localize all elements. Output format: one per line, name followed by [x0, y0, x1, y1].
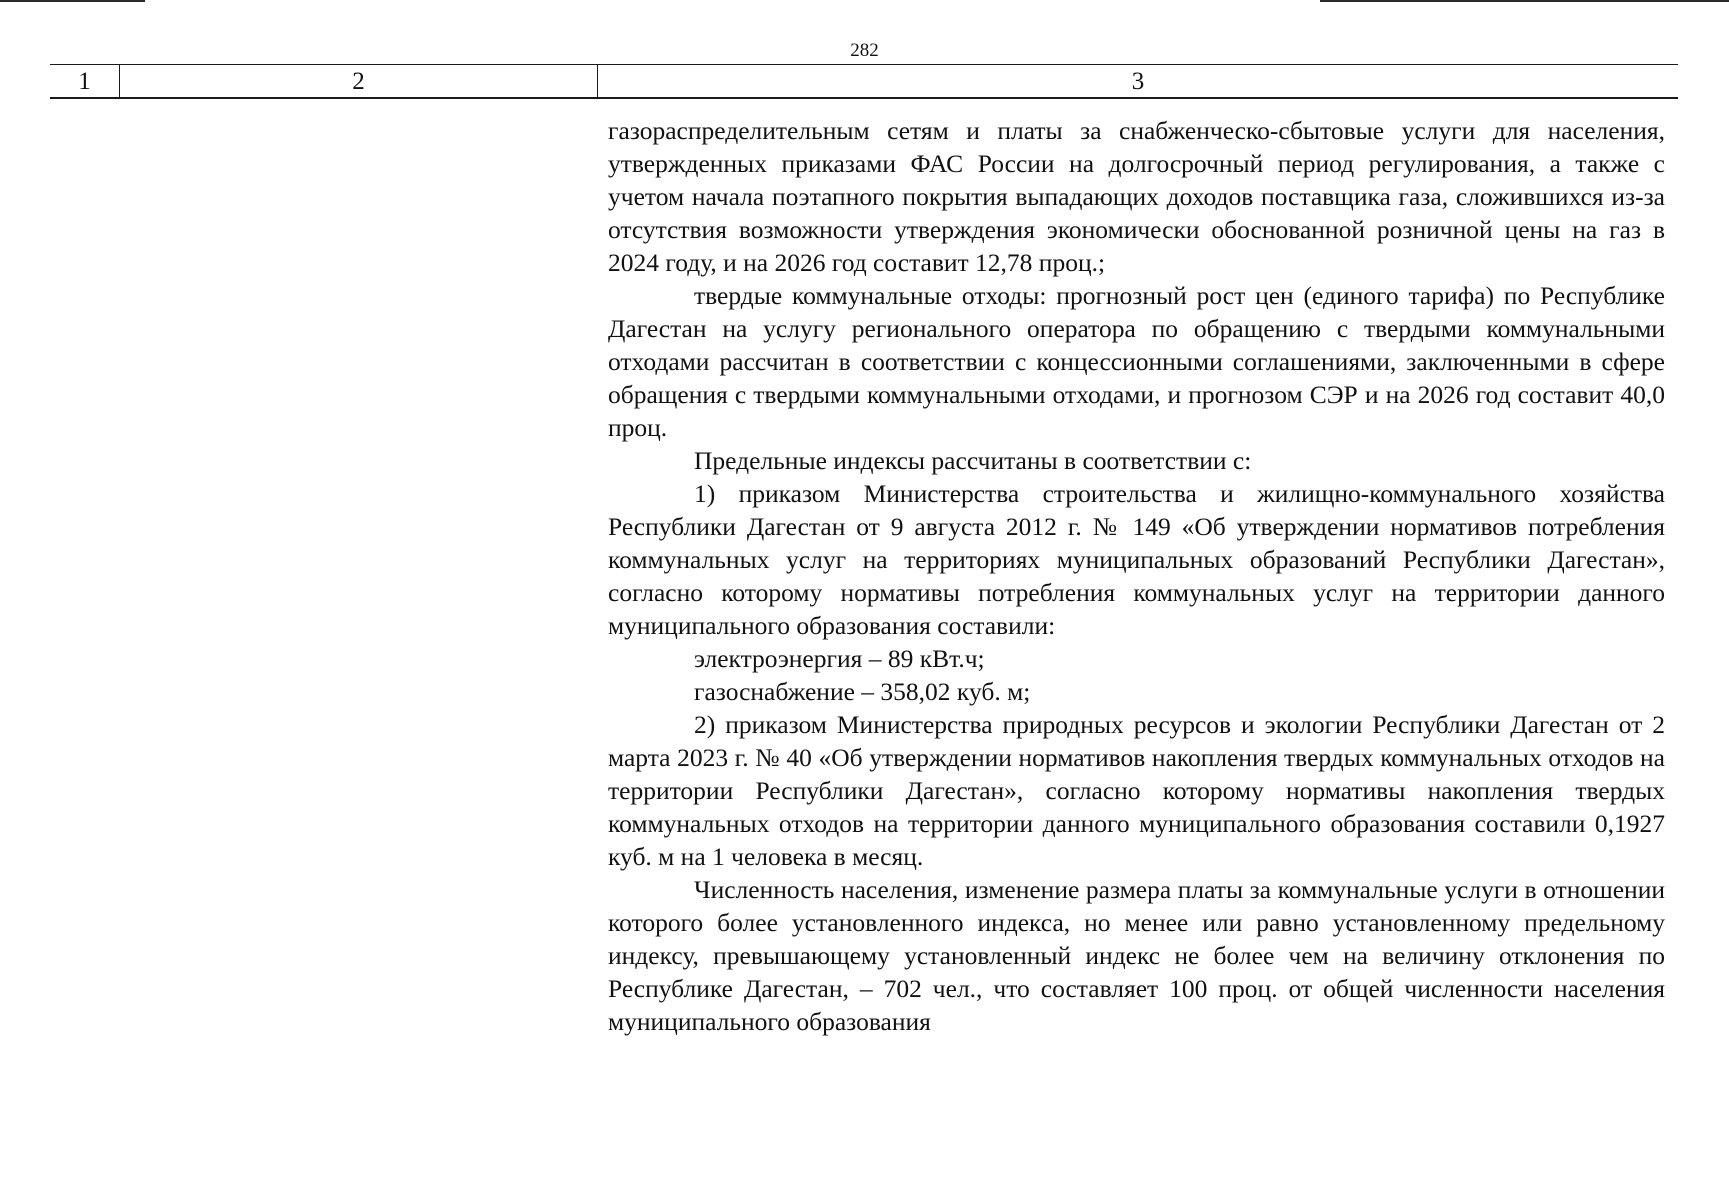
column-number-1: 1 [78, 68, 91, 95]
norm-gas-supply: газоснабжение – 358,02 куб. м; [694, 677, 1031, 706]
paragraph-gas-continuation: газораспределительным сетям и платы за снабженческо-сбытовые услуги для населения, утвержденных приказами ФАС России на долгосрочный период регулирования, а также с учетом начала поэтапного покрытия выпадающих доходов поставщика газа, сложившихся из-за отсутствия возможности утверждения экономически обоснованной розничной цены на газ в 2024 году, и на 2026 год составит 12,78 проц.; [608, 116, 1665, 277]
paragraph-order-1: 1) приказом Министерства строительства и жилищно-коммунального хозяйства Республики Дагестан от 9 августа 2012 г. № 149 «Об утверждении нормативов потребления коммунальных услуг на территориях муниципальных образований Республики Дагестан», согласно которому нормативы потребления коммунальных услуг на территории данного муниципального образования составили: [608, 479, 1665, 640]
table-header-top-rule [50, 64, 1678, 65]
table-header-bottom-rule [50, 97, 1678, 99]
paragraph-population: Численность населения, изменение размера платы за коммунальные услуги в отношении которого более установленного индекса, но менее или равно установленному предельному индексу, превышающему установленный индекс не более чем на величину отклонения по Республике Дагестан, – 702 чел., что составляет 100 проц. от общей численности населения муниципального образования [608, 875, 1665, 1036]
paragraph-solid-waste: твердые коммунальные отходы: прогнозный рост цен (единого тарифа) по Республике Дагестан на услугу регионального оператора по обращению с твердыми коммунальными отходами рассчитан в соответствии с концессионными соглашениями, заключенными в сфере обращения с твердыми коммунальными отходами, и прогнозом СЭР и на 2026 год составит 40,0 проц. [608, 281, 1665, 442]
scan-edge-right [1320, 0, 1729, 2]
column-3-text [608, 114, 1665, 1038]
page-number: 282 [850, 40, 879, 61]
paragraph-indices-basis: Предельные индексы рассчитаны в соответствии с: [694, 446, 1252, 475]
column-number-3: 3 [1131, 68, 1145, 95]
column-number-2: 2 [352, 68, 365, 95]
norm-electricity: электроэнергия – 89 кВт.ч; [694, 644, 985, 673]
paragraph-order-2: 2) приказом Министерства природных ресурсов и экологии Республики Дагестан от 2 марта 2023 г. № 40 «Об утверждении нормативов накопления твердых коммунальных отходов на территории Республики Дагестан», согласно которому нормативы накопления твердых коммунальных отходов на территории данного муниципального образования составили 0,1927 куб. м на 1 человека в месяц. [608, 710, 1665, 871]
scan-edge-left [0, 0, 145, 2]
